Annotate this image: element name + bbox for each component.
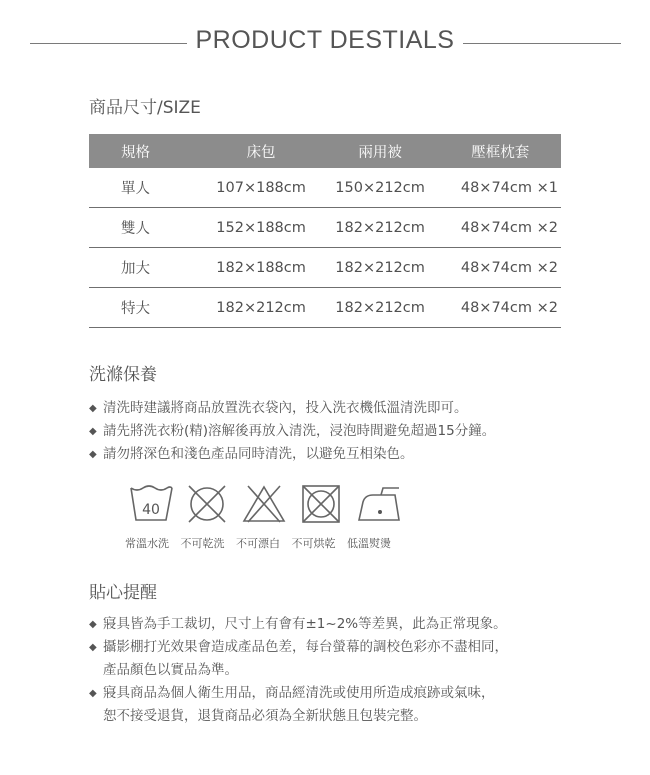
care-instructions-list [89, 397, 495, 466]
page-title: PRODUCT DESTIALS [195, 26, 455, 54]
low-iron-label: 低溫熨燙 [347, 537, 391, 550]
row-duvet: 182×212cm [321, 248, 440, 288]
tip-text: 攝影棚打光效果會造成產品色差，每台螢幕的調校色彩亦不盡相同， [103, 639, 508, 655]
row-duvet: 182×212cm [321, 288, 440, 328]
care-text: 請先將洗衣粉(精)溶解後再放入清洗，浸泡時間避免超過15分鐘。 [103, 423, 496, 439]
table-row [89, 208, 561, 248]
bullet-icon: ◆ [89, 642, 97, 653]
tips-list [89, 613, 508, 728]
bullet-icon: ◆ [89, 619, 97, 630]
list-item [89, 420, 495, 443]
page-header [0, 26, 650, 62]
row-fitted-sheet: 107×188cm [202, 168, 321, 208]
row-spec: 單人 [89, 168, 202, 208]
svg-text:40: 40 [142, 502, 160, 518]
row-pillowcase: 48×74cm ×2 [440, 248, 561, 288]
row-duvet: 150×212cm [321, 168, 440, 208]
table-row [89, 248, 561, 288]
size-table-header-row [89, 134, 561, 168]
care-text: 請勿將深色和淺色產品同時清洗，以避免互相染色。 [103, 446, 414, 462]
care-section-title: 洗滌保養 [89, 365, 157, 385]
bullet-icon: ◆ [89, 426, 97, 437]
no-dry-clean-label: 不可乾洗 [180, 537, 225, 550]
care-text: 清洗時建議將商品放置洗衣袋內，投入洗衣機低溫清洗即可。 [103, 400, 468, 416]
list-item [89, 397, 495, 420]
table-row [89, 288, 561, 328]
low-iron-icon [355, 482, 403, 526]
column-header-fitted-sheet: 床包 [202, 134, 321, 168]
no-bleach-label: 不可漂白 [236, 537, 280, 550]
tips-section-title: 貼心提醒 [89, 583, 157, 603]
column-header-pillowcase: 壓框枕套 [440, 134, 561, 168]
tip-text-continued: 產品顏色以實品為準。 [103, 662, 238, 678]
wash-label: 常溫水洗 [125, 537, 169, 550]
bullet-icon: ◆ [89, 403, 97, 414]
care-symbol-labels [125, 535, 399, 551]
row-fitted-sheet: 182×212cm [202, 288, 321, 328]
row-fitted-sheet: 152×188cm [202, 208, 321, 248]
row-fitted-sheet: 182×188cm [202, 248, 321, 288]
table-row [89, 168, 561, 208]
row-spec: 雙人 [89, 208, 202, 248]
row-spec: 特大 [89, 288, 202, 328]
no-bleach-icon [240, 482, 288, 526]
column-header-spec: 規格 [89, 134, 202, 168]
row-duvet: 182×212cm [321, 208, 440, 248]
bullet-icon: ◆ [89, 449, 97, 460]
wash-40-icon [127, 482, 175, 526]
list-item [89, 682, 508, 728]
column-header-duvet: 兩用被 [321, 134, 440, 168]
tip-text: 寢具皆為手工裁切，尺寸上有會有±1~2%等差異，此為正常現象。 [103, 616, 507, 632]
no-tumble-dry-label: 不可烘乾 [291, 537, 336, 550]
bullet-icon: ◆ [89, 688, 97, 699]
tip-text-continued: 恕不接受退貨，退貨商品必須為全新狀態且包裝完整。 [103, 708, 427, 724]
row-pillowcase: 48×74cm ×2 [440, 208, 561, 248]
size-table [89, 134, 561, 328]
row-spec: 加大 [89, 248, 202, 288]
list-item [89, 443, 495, 466]
list-item [89, 636, 508, 682]
no-dry-clean-icon [183, 482, 231, 526]
header-right-rule [463, 43, 621, 44]
list-item [89, 613, 508, 636]
tip-text: 寢具商品為個人衛生用品，商品經清洗或使用所造成痕跡或氣味， [103, 685, 495, 701]
care-symbols [127, 482, 427, 526]
row-pillowcase: 48×74cm ×1 [440, 168, 561, 208]
row-pillowcase: 48×74cm ×2 [440, 288, 561, 328]
size-section-title: 商品尺寸/SIZE [89, 98, 201, 118]
no-tumble-dry-icon [297, 482, 345, 526]
